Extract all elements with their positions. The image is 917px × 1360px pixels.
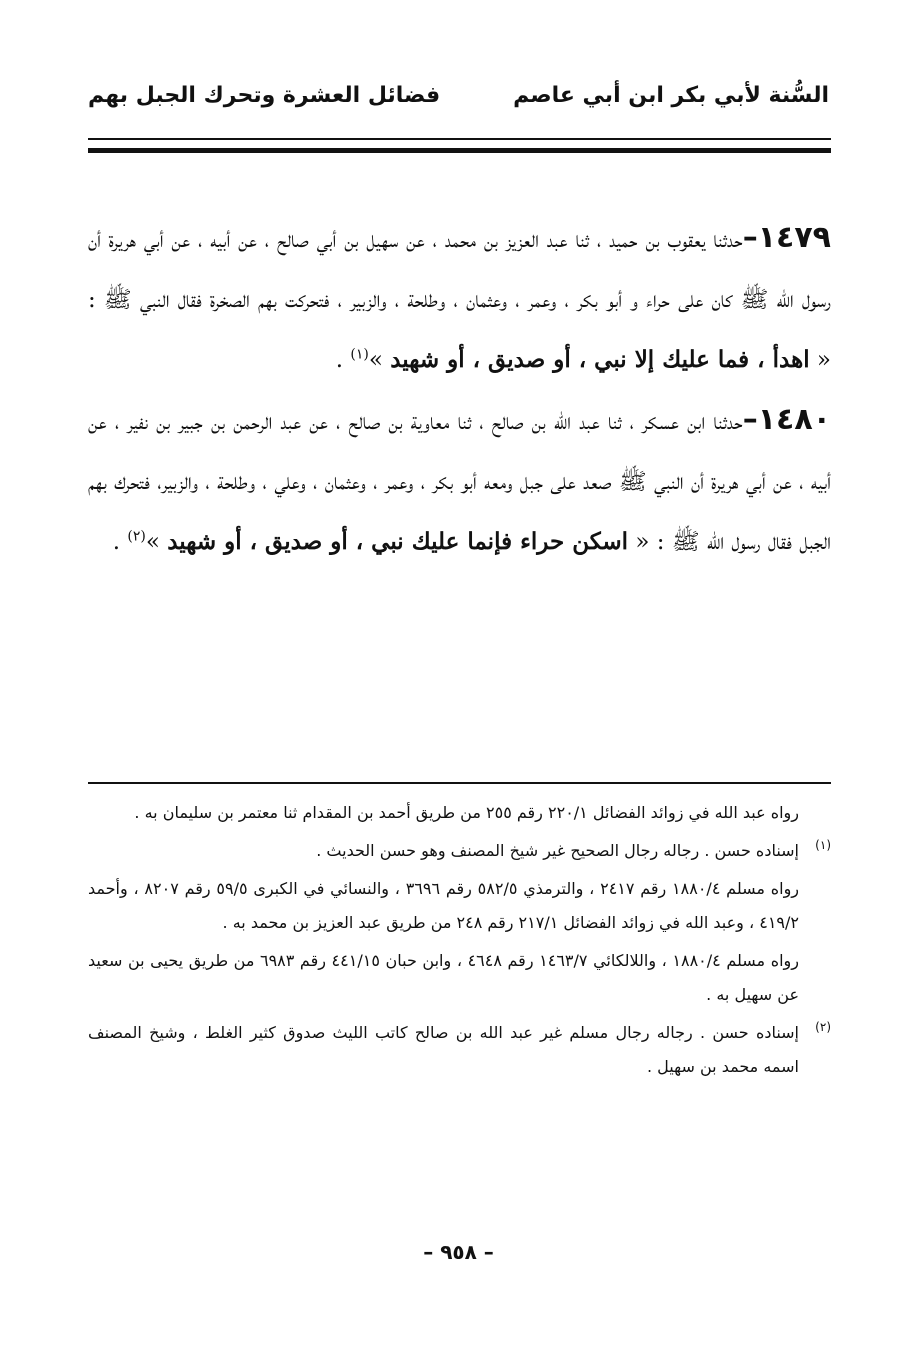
hadith-quote: اسكن حراء فإنما عليك نبي ، أو صديق ، أو شهيد bbox=[167, 528, 629, 555]
footnote-text: رواه عبد الله في زوائد الفضائل ٢٢٠/١ رقم ٢٥٥ من طريق أحمد بن المقدام ثنا معتمر بن سليمان به . bbox=[134, 803, 799, 822]
footnote-item bbox=[88, 944, 831, 1012]
footnote-text: إسناده حسن . رجاله رجال مسلم غير عبد الله بن صالح كاتب الليث صدوق كثير الغلط ، وشيخ المصنف اسمه محمد بن سهيل . bbox=[88, 1023, 799, 1076]
footnote-ref: (١) bbox=[350, 346, 369, 363]
main-text bbox=[88, 208, 831, 572]
hadith-close: » bbox=[145, 529, 168, 555]
footnote-text: إسناده حسن . رجاله رجال الصحيح غير شيخ المصنف وهو حسن الحديث . bbox=[316, 841, 799, 860]
footnote-mark: (١) bbox=[815, 838, 831, 852]
hadith-1480 bbox=[88, 390, 831, 572]
footnote-mark: (٢) bbox=[815, 1020, 831, 1034]
footnote-ref: (٢) bbox=[127, 528, 146, 545]
hadith-text: حدثنا ابن عسكر ، ثنا عبد الله بن صالح ، ثنا معاوية بن صالح ، عن عبد الرحمن بن جبير بن نفير ، عن أبيه ، عن أبي هريرة أن النبي ﷺ صعد على جبل ومعه أبو بكر ، وعمر ، وعثمان ، وعلي ، وطلحة ، والزبير، فتحرك بهم الجبل فقال رسول الله ﷺ : « bbox=[88, 409, 831, 555]
header-chapter-title: فضائل العشرة وتحرك الجبل بهم bbox=[88, 82, 441, 108]
header-rule-thin bbox=[88, 138, 831, 140]
footnotes bbox=[88, 796, 831, 1088]
running-header bbox=[88, 70, 829, 120]
footnote-item bbox=[88, 796, 831, 830]
hadith-close: » bbox=[368, 347, 391, 373]
footnote-text: رواه مسلم ١٨٨٠/٤ ، واللالكائي ١٤٦٣/٧ رقم ٤٦٤٨ ، وابن حبان ٤٤١/١٥ رقم ٦٩٨٣ من طريق يحيى بن سعيد عن سهيل به . bbox=[88, 951, 799, 1004]
footnote-item bbox=[88, 872, 831, 940]
header-rule-thick bbox=[88, 148, 831, 153]
header-book-title: السُّنة لأبي بكر ابن أبي عاصم bbox=[513, 82, 829, 108]
footnote-item bbox=[88, 834, 831, 868]
hadith-dash: – bbox=[742, 402, 758, 437]
footnote-text: رواه مسلم ١٨٨٠/٤ رقم ٢٤١٧ ، والترمذي ٥٨٢/٥ رقم ٣٦٩٦ ، والنسائي في الكبرى ٥٩/٥ رقم ٨٢٠٧ ، وأحمد ٤١٩/٢ ، وعبد الله في زوائد الفضائل ٢١٧/١ رقم ٢٤٨ من طريق عبد العزيز بن محمد به . bbox=[88, 879, 800, 932]
hadith-number: ١٤٨٠ bbox=[757, 402, 831, 437]
footnote-item bbox=[88, 1016, 831, 1084]
hadith-1479 bbox=[88, 208, 831, 390]
hadith-dash: – bbox=[742, 220, 758, 255]
page-number: – ٩٥٨ – bbox=[423, 1240, 494, 1264]
hadith-text: حدثنا يعقوب بن حميد ، ثنا عبد العزيز بن محمد ، عن سهيل بن أبي صالح ، عن أبيه ، عن أبي هريرة أن رسول الله ﷺ كان على حراء و أبو بكر ، وعمر ، وعثمان ، وطلحة ، والزبير ، فتحركت بهم الصخرة فقال النبي ﷺ : « bbox=[88, 227, 831, 373]
hadith-end: . bbox=[335, 347, 351, 373]
hadith-quote: اهدأ ، فما عليك إلا نبي ، أو صديق ، أو شهيد bbox=[390, 346, 810, 373]
hadith-number: ١٤٧٩ bbox=[757, 220, 831, 255]
footnote-separator bbox=[88, 782, 831, 784]
hadith-end: . bbox=[112, 529, 128, 555]
